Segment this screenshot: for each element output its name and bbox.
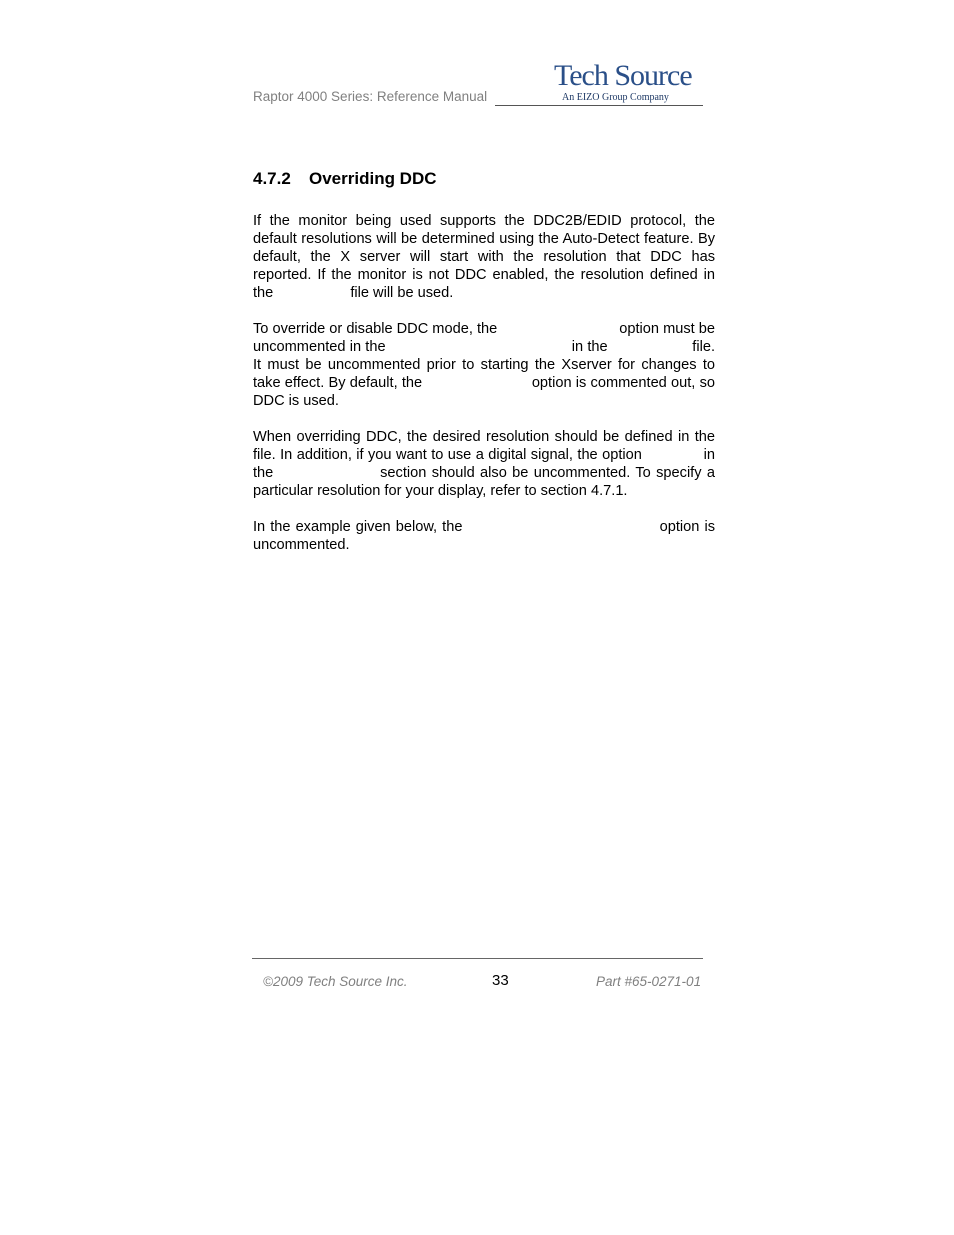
footer-copyright: ©2009 Tech Source Inc. [263,974,408,989]
paragraph-resolution-definition: When overriding DDC, the desired resolution should be defined in the file. In addition, if you want to use a digital signal, the option in the section should also be uncommented. To specify a particular resolution for your display, refer to section 4.7.1. [253,429,809,499]
paragraph-ddc-default: If the monitor being used supports the DDC2B/EDID protocol, the default resolutions will be determined using the Auto-Detect feature. By default, the X server will start with the resolution that DDC has reported. If the monitor is not DDC enabled, the resolution defined in the file will be used. [253,213,720,301]
page-number: 33 [492,972,509,989]
logo-tagline: An EIZO Group Company [562,92,669,103]
footer-divider [252,958,703,959]
section-title: Overriding DDC [309,169,437,188]
running-header-title: Raptor 4000 Series: Reference Manual [253,89,488,104]
section-number: 4.7.2 [253,169,291,188]
section-heading [253,169,437,189]
logo-wordmark: Tech Source [554,59,692,92]
paragraph-example-intro: In the example given below, the option is uncommented. [253,519,720,553]
paragraph-override-ddc: To override or disable DDC mode, the option must be uncommented in the in the file. It must be uncommented prior to starting the Xserver for changes to take effect. By default, the option is commented out, so DDC is used. [253,321,720,409]
footer-part-number: Part #65-0271-01 [596,974,702,989]
section-body [253,212,809,572]
tech-source-logo [554,58,706,104]
header-divider [495,105,703,106]
